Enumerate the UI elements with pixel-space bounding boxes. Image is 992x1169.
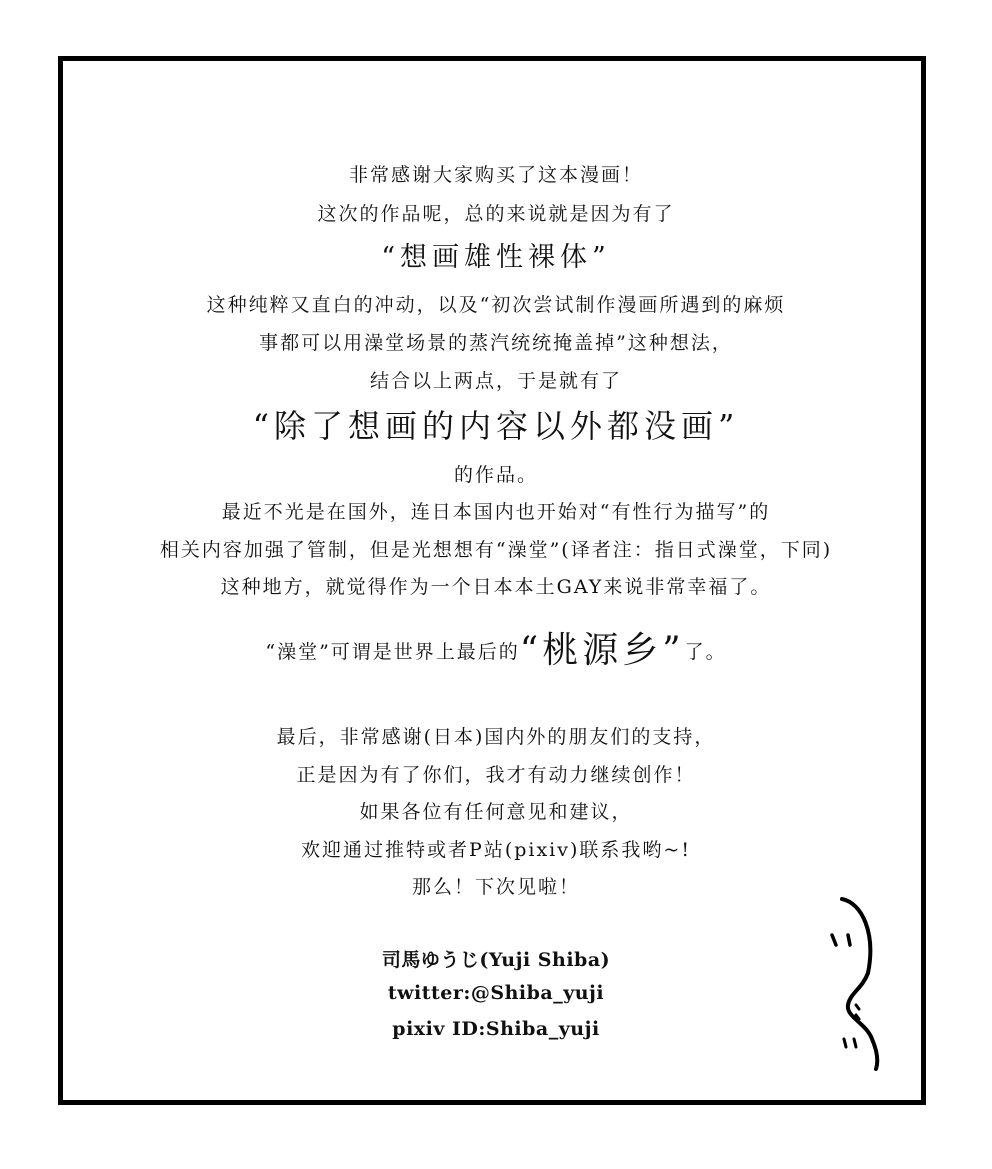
text-line-11: 这种地方，就觉得作为一个日本本土GAY来说非常幸福了。	[220, 576, 772, 598]
text-line-15: 如果各位有任何意见和建议，	[359, 801, 633, 823]
text-line-8: 的作品。	[453, 464, 538, 486]
text-line-9: 最近不光是在国外，连日本国内也开始对“有性行为描写”的	[221, 501, 771, 523]
text-line-1: 非常感谢大家购买了这本漫画！	[348, 164, 643, 186]
text-line-14: 正是因为有了你们，我才有动力继续创作！	[296, 764, 696, 786]
text-line-12-prefix: “澡堂”可谓是世界上最后的	[265, 641, 520, 663]
text-line-17: 那么！下次见啦！	[411, 876, 580, 898]
text-line-10: 相关内容加强了管制，但是光想想有“澡堂”(译者注：指日式澡堂，下同)	[159, 539, 833, 561]
text-line-12	[0, 622, 992, 673]
signature-pixiv: pixiv ID:Shiba_yuji	[392, 1018, 600, 1040]
text-line-13: 最后，非常感谢(日本)国内外的朋友们的支持，	[276, 726, 716, 748]
peach-paradise-emphasis: “桃源乡”	[519, 630, 685, 671]
signature-name: 司馬ゆうじ(Yuji Shiba)	[381, 949, 611, 971]
text-line-16: 欢迎通过推特或者P站(pixiv)联系我哟~!	[301, 839, 691, 861]
text-line-2: 这次的作品呢，总的来说就是因为有了	[317, 203, 675, 225]
heading-nothing-drawn: “除了想画的内容以外都没画”	[252, 407, 740, 445]
heading-nude-male: “想画雄性裸体”	[381, 242, 611, 273]
doodle-face-icon	[826, 893, 890, 1073]
signature-twitter: twitter:@Shiba_yuji	[387, 982, 605, 1004]
text-line-12-suffix: 了。	[684, 641, 727, 663]
text-line-6: 结合以上两点，于是就有了	[369, 370, 622, 392]
text-line-4: 这种纯粹又直白的冲动，以及“初次尝试制作漫画所遇到的麻烦	[206, 294, 786, 316]
text-line-5: 事都可以用澡堂场景的蒸汽统统掩盖掉”这种想法，	[259, 332, 733, 354]
